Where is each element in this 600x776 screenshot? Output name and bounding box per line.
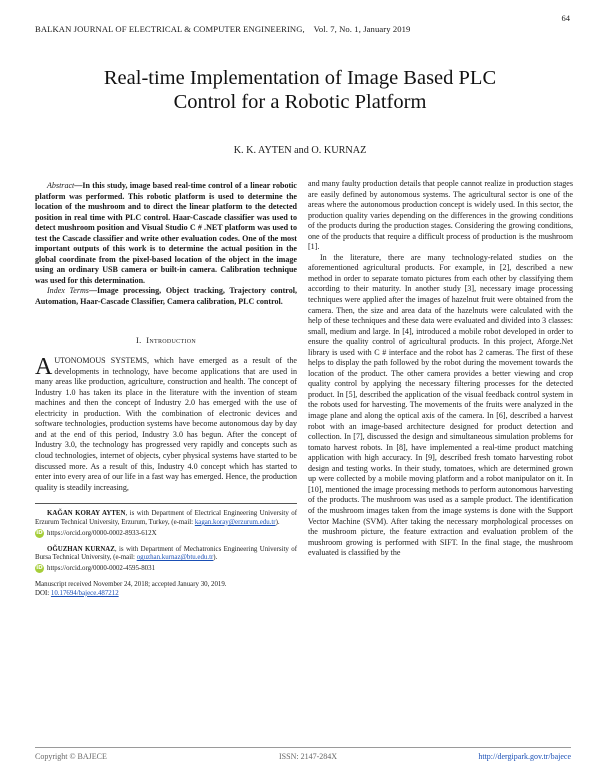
doi-link[interactable]: 10.17694/bajece.487212	[50, 589, 119, 597]
paper-title	[0, 66, 600, 114]
intro-paragraph-1-text: , which have emerged as a result of the developments in technology, have become applications that are used in many areas like production, agriculture, construction and health. The concept of Industry 1.0 has taken its place in the literature with the invention of steam machines and then the concept of Industry 2.0 has emerged with the use of electricity in production. With the combination of electronic devices and software technologies, production systems have become autonomous day by day and at the end of this period, Industry 3.0 has begun. After the concept of Industry 3.0, the technology has progressed very rapidly and concepts such as cloud technologies, internet of objects, cyber physical systems have started to be discussed more. As a result of this, Industry 4.0 concept which has started to enter into every area of our life in a fast way has emerged. Hence, the production quality is steadily increasing,	[35, 356, 297, 492]
drop-cap: A	[35, 354, 53, 381]
doi-line	[35, 590, 297, 599]
running-header	[35, 24, 575, 34]
footnotes	[35, 510, 297, 598]
intro-paragraph-1	[35, 356, 297, 493]
intro-paragraph-2: In the literature, there are many technology-related studies on the aforementioned agricultural products. For example, in [2], described a new method in order to separate tomato pictures from each other by classifying them according to their maturity. In another study [3], necessary image processing techniques were applied after the images of hazelnut fruit were obtained from the camera. Then, the size and area data of the hazelnuts were calculated with the help of these techniques and these data were evaluated and divided into 3 classes: small, medium and large. In [4], introduced a mobile robot developed in order to ensure the quality control of agricultural products. In this project, Aforge.Net library is used with C # interface and the robot has 2 cameras. The first of these helps to display the path followed by the robot during the movement towards the location of the product. The other camera provides a better viewing and crop quality control by applying the necessary filtering processes for the detected product. In [5], described the application of the visual feedback control system in the robots used for harvesting. The movements of the fruits were analyzed in the image plane and along the optical axis of the camera. In [6], described a harvest robot with an image-based architecture designed for product detection and collection. In [7], discussed the design and simultaneous simulation problems for tomato harvest robots. In [8], have implemented a real-time product matching application with high accuracy. In [9], described fresh tomato harvesting robot design and testing works. In their study, tomatoes, which are determined grown up were collected by a mobile moving platform and a robot manipulator on it. In [10], mentioned the image processing methods to perform autonomous harvesting of the products. The mushroom was used as a sample product. The identification of the mushroom images taken from the image systems is done with the Support Vector Machine (SVM). After taking the necessary morphological processes on the mushroom picture, the feature extraction and evaluation problem of the mushroom growing is performed with SIFT. In the final stage, the mushroom evaluated is classified by the	[308, 252, 573, 558]
abstract-lead: Abstract	[47, 181, 75, 190]
author-1-name: KAĞAN KORAY AYTEN	[47, 510, 126, 518]
section-heading-introduction	[35, 336, 297, 347]
footnote-author-2	[35, 546, 297, 573]
index-terms-lead: Index Terms	[47, 286, 89, 296]
index-terms-text: —Image processing, Object tracking, Trajectory control, Automation, Haar-Cascade Classifier, Camera calibration, PLC control.	[35, 286, 297, 307]
authors: K. K. AYTEN and O. KURNAZ	[233, 145, 367, 156]
author-2-orcid-row	[35, 564, 297, 573]
author-1-affiliation: , is with Department of Electrical Engineering University of Erzurum Technical University, Erzurum, Turkey, (e-mail:	[35, 510, 297, 526]
footer-issn: ISSN: 2147-284X	[279, 752, 338, 761]
page-footer	[35, 747, 571, 761]
footnote-rule	[35, 503, 297, 504]
section-numeral: I.	[135, 335, 142, 345]
section-title: Introduction	[146, 335, 196, 345]
right-column	[308, 179, 573, 559]
page-number: 64	[561, 13, 570, 23]
author-2-affiliation: , is with Department of Mechatronics Engineering University of Bursa Technical University, (e-mail:	[35, 545, 297, 562]
footer-copyright: Copyright © BAJECE	[35, 752, 107, 761]
author-2-tail: ).	[213, 554, 218, 562]
doi-label: DOI:	[35, 589, 50, 597]
first-word: UTONOMOUS SYSTEMS	[54, 356, 147, 366]
author-1-orcid-link[interactable]: https://orcid.org/0000-0002-8933-612X	[47, 529, 157, 537]
footer-url-link[interactable]: http://dergipark.gov.tr/bajece	[478, 752, 571, 761]
manuscript-note: Manuscript received November 24, 2018; accepted January 30, 2019.	[35, 581, 227, 589]
journal-name: BALKAN JOURNAL OF ELECTRICAL & COMPUTER ENGINEERING,	[35, 24, 305, 34]
author-2-orcid-link[interactable]: https://orcid.org/0000-0002-4595-8031	[47, 565, 156, 573]
author-1-tail: ).	[275, 518, 280, 526]
abstract-text: —In this study, image based real-time control of a linear robotic platform was performed. This robotic platform is used to determine the location of the mushroom and to direct the linear platform to the detected position in real time with PLC control. Haar-Cascade classifier was used to detect mushroom position and Visual Studio C # .NET platform was used to test the Cascade classifier and write other evaluation codes. One of the most important outputs of this work is to determine the actual position in the global coordinate from the pixel-based location of the object in the image using an ordinary USB camera or built-in camera. Calibration technique was used for this determination.	[35, 181, 297, 285]
author-2-name: OĞUZHAN KURNAZ	[47, 545, 115, 553]
orcid-icon[interactable]: iD	[36, 529, 43, 536]
author-1-email-link[interactable]: kagan.koray@erzurum.edu.tr	[194, 518, 276, 526]
abstract	[35, 181, 297, 286]
index-terms	[35, 286, 297, 307]
title-line-1: Real-time Implementation of Image Based PLC	[103, 67, 497, 89]
volume-info: Vol. 7, No. 1, January 2019	[313, 24, 411, 34]
left-column	[35, 181, 297, 598]
title-line-2: Control for a Robotic Platform	[173, 91, 427, 113]
author-2-email-link[interactable]: oguzhan.kurnaz@btu.edu.tr	[136, 554, 214, 562]
intro-paragraph-1-continued: and many faulty production details that people cannot realize in production stages are easily defined by autonomous systems. The agricultural sector is one of the areas where the autonomous production concept is widely used. In this sector, the production quality varies depending on the differences in the growing conditions of the products during the production stages. Considering the growing conditions, one of the products that require a difficult process of production is the mushroom [1].	[308, 179, 573, 252]
orcid-icon[interactable]: iD	[36, 565, 43, 572]
author-1-orcid-row	[35, 529, 297, 538]
footnote-author-1	[35, 510, 297, 537]
